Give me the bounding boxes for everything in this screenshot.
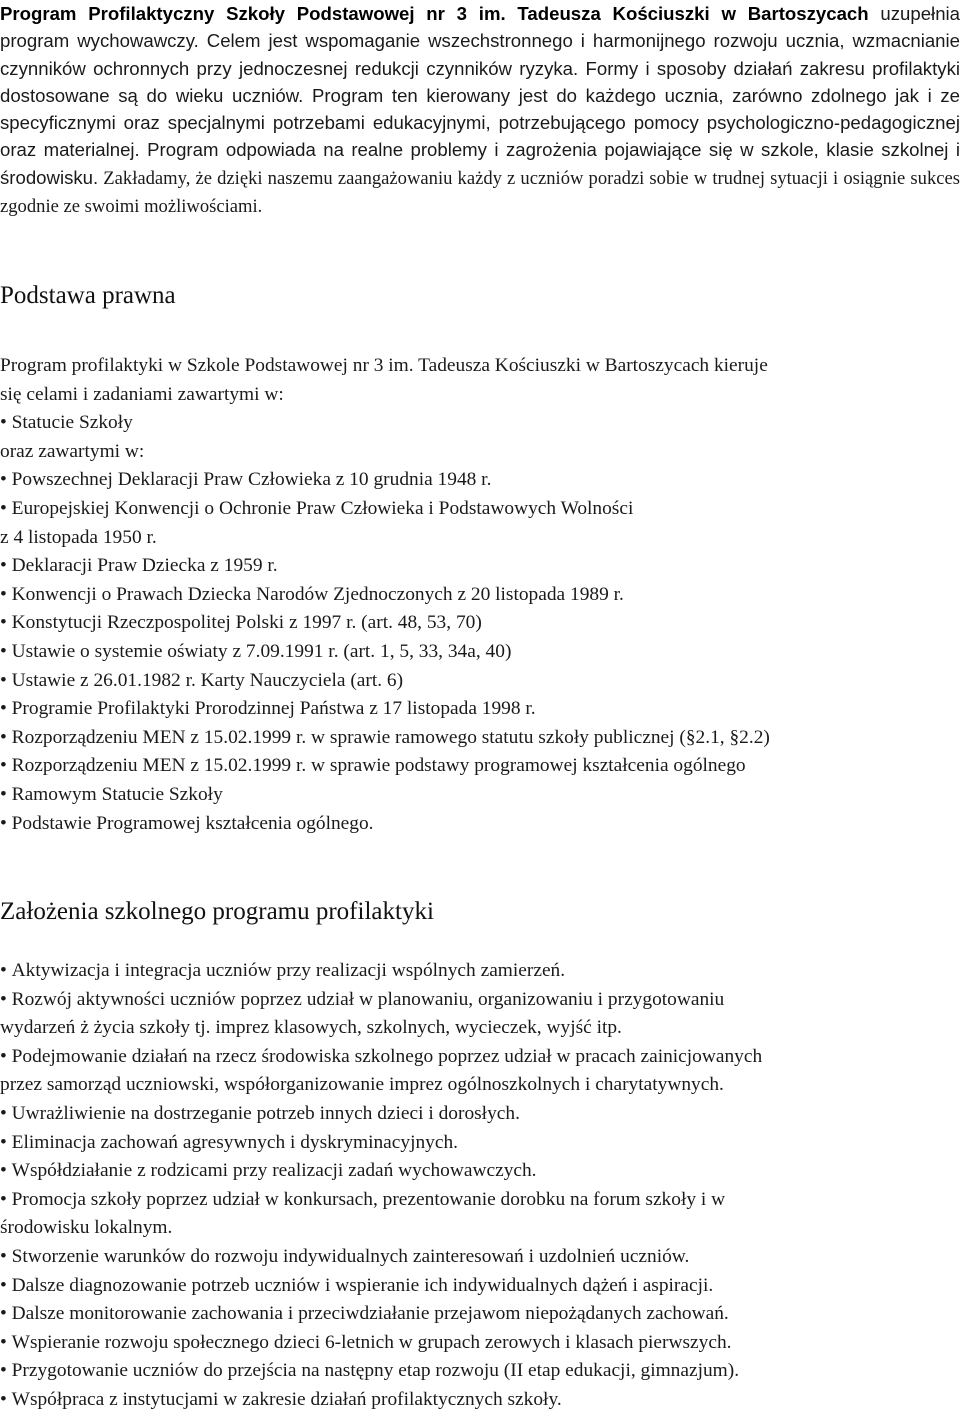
section-heading-assumptions: Założenia szkolnego programu profilaktyki bbox=[0, 898, 434, 925]
legal-list-item: • Europejskiej Konwencji o Ochronie Praw Człowieka i Podstawowych Wolności bbox=[0, 495, 960, 524]
assumption-item: • Współpraca z instytucjami w zakresie działań profilaktycznych szkoły. bbox=[0, 1386, 960, 1415]
assumption-item: • Współdziałanie z rodzicami przy realizacji zadań wychowawczych. bbox=[0, 1157, 960, 1186]
legal-basis-section bbox=[0, 352, 960, 838]
legal-also-line: oraz zawartymi w: bbox=[0, 440, 145, 462]
intro-title-bold: Program Profilaktyczny Szkoły Podstawowej nr 3 im. Tadeusza Kościuszki w Bartoszycach bbox=[0, 3, 869, 24]
legal-list-item-continuation: z 4 listopada 1950 r. bbox=[0, 526, 157, 548]
assumption-item-continuation: środowisku lokalnym. bbox=[0, 1217, 173, 1239]
assumption-item: • Eliminacja zachowań agresywnych i dyskryminacyjnych. bbox=[0, 1129, 960, 1158]
legal-list-item: • Ustawie z 26.01.1982 r. Karty Nauczyciela (art. 6) bbox=[0, 667, 960, 696]
assumption-item: • Aktywizacja i integracja uczniów przy realizacji wspólnych zamierzeń. bbox=[0, 957, 960, 986]
assumption-item: • Dalsze monitorowanie zachowania i przeciwdziałanie przejawom niepożądanych zachowań. bbox=[0, 1300, 960, 1329]
legal-list-item: • Ramowym Statucie Szkoły bbox=[0, 781, 960, 810]
assumption-item: • Dalsze diagnozowanie potrzeb uczniów i wspieranie ich indywidualnych dążeń i aspiracji. bbox=[0, 1272, 960, 1301]
assumption-item: • Rozwój aktywności uczniów poprzez udział w planowaniu, organizowaniu i przygotowaniu bbox=[0, 986, 960, 1015]
assumption-item: • Uwrażliwienie na dostrzeganie potrzeb innych dzieci i dorosłych. bbox=[0, 1100, 960, 1129]
legal-list-item: • Rozporządzeniu MEN z 15.02.1999 r. w sprawie ramowego statutu szkoły publicznej (§2.1, §2.2) bbox=[0, 724, 960, 753]
assumption-item: • Przygotowanie uczniów do przejścia na następny etap rozwoju (II etap edukacji, gimnazjum). bbox=[0, 1357, 960, 1386]
assumptions-section bbox=[0, 957, 960, 1415]
legal-list-item: • Konstytucji Rzeczpospolitej Polski z 1997 r. (art. 48, 53, 70) bbox=[0, 609, 960, 638]
legal-list-item: • Programie Profilaktyki Prorodzinnej Państwa z 17 listopada 1998 r. bbox=[0, 695, 960, 724]
section-heading-legal-basis: Podstawa prawna bbox=[0, 282, 176, 309]
legal-list-item: • Deklaracji Praw Dziecka z 1959 r. bbox=[0, 552, 960, 581]
legal-list-item: • Ustawie o systemie oświaty z 7.09.1991 r. (art. 1, 5, 33, 34a, 40) bbox=[0, 638, 960, 667]
assumption-item-continuation: wydarzeń ż życia szkoły tj. imprez klasowych, szkolnych, wycieczek, wyjść itp. bbox=[0, 1017, 622, 1039]
legal-intro-line: się celami i zadaniami zawartymi w: bbox=[0, 383, 284, 405]
legal-list-item: • Powszechnej Deklaracji Praw Człowieka z 10 grudnia 1948 r. bbox=[0, 466, 960, 495]
intro-paragraph bbox=[0, 0, 960, 220]
legal-list-item: • Statucie Szkoły bbox=[0, 409, 960, 438]
assumption-item: • Wspieranie rozwoju społecznego dzieci 6-letnich w grupach zerowych i klasach pierwszych. bbox=[0, 1329, 960, 1358]
assumption-item-continuation: przez samorząd uczniowski, współorganizowanie imprez ogólnoszkolnych i charytatywnych. bbox=[0, 1074, 724, 1096]
legal-intro-line: Program profilaktyki w Szkole Podstawowej nr 3 im. Tadeusza Kościuszki w Bartoszycach kieruje bbox=[0, 355, 768, 376]
intro-text: uzupełnia program wychowawczy. Celem jest wspomaganie wszechstronnego i harmonijnego rozwoju ucznia, wzmacnianie czynników ochronnych przy jednoczesnej redukcji czynników ryzyka. Formy i sposoby działań zakresu profilaktyki dostosowane są do wieku uczniów. Program ten kierowany jest do każdego ucznia, zarówno zdolnego jak i ze specyficznymi oraz specjalnymi potrzebami edukacyjnymi, potrzebującego pomocy psychologiczno-pedagogicznej oraz materialnej. Program odpowiada na realne problemy i zagrożenia pojawiające się w szkole, klasie szkolnej i środowisku. bbox=[0, 3, 960, 188]
assumption-item: • Promocja szkoły poprzez udział w konkursach, prezentowanie dorobku na forum szkoły i w bbox=[0, 1186, 960, 1215]
assumption-item: • Podejmowanie działań na rzecz środowiska szkolnego poprzez udział w pracach zainicjowanych bbox=[0, 1043, 960, 1072]
legal-list-item: • Podstawie Programowej kształcenia ogólnego. bbox=[0, 810, 960, 839]
assumption-item: • Stworzenie warunków do rozwoju indywidualnych zainteresowań i uzdolnień uczniów. bbox=[0, 1243, 960, 1272]
legal-list-item: • Konwencji o Prawach Dziecka Narodów Zjednoczonych z 20 listopada 1989 r. bbox=[0, 581, 960, 610]
intro-text-serif: Zakładamy, że dzięki naszemu zaangażowaniu każdy z uczniów poradzi sobie w trudnej sytuacji i osiągnie sukces zgodnie ze swoimi możliwościami. bbox=[0, 167, 960, 218]
legal-list-item: • Rozporządzeniu MEN z 15.02.1999 r. w sprawie podstawy programowej kształcenia ogólnego bbox=[0, 752, 960, 781]
